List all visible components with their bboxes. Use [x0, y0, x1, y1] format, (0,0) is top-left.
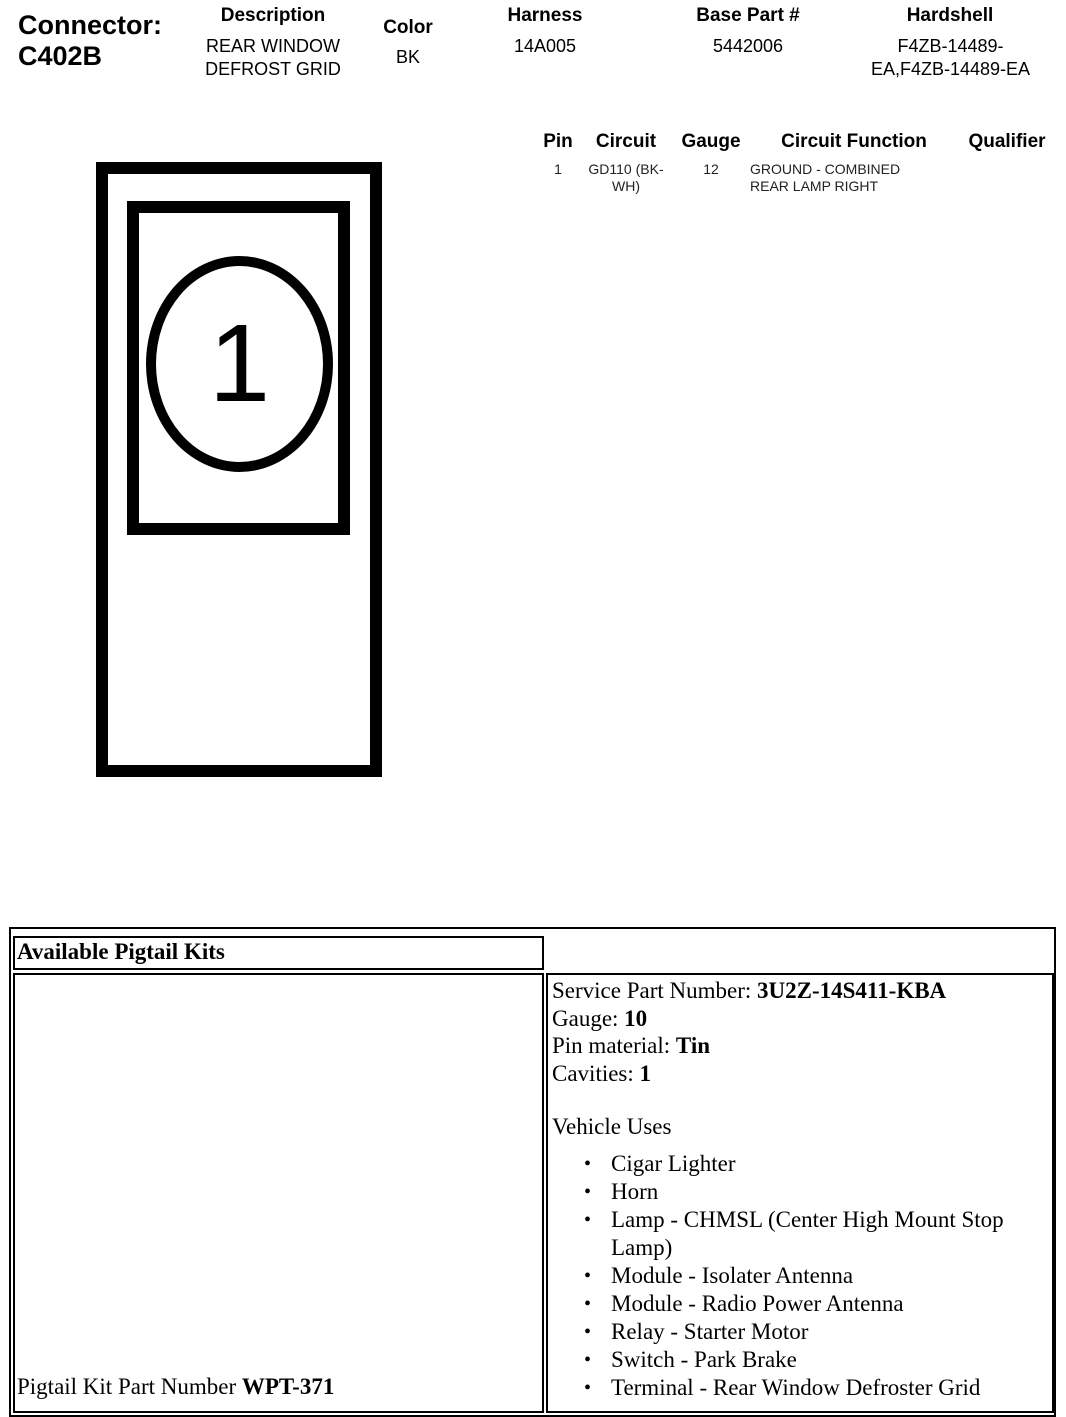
list-item: • Horn	[611, 1178, 1051, 1206]
service-part-number	[552, 977, 946, 1005]
qualifier-column-header: Qualifier	[968, 131, 1046, 152]
description-value	[178, 35, 368, 81]
connector-id: C402B	[18, 41, 103, 71]
vehicle-uses-list	[552, 1150, 1051, 1402]
gauge-value: 10	[624, 1006, 648, 1031]
pin-material-spec	[552, 1032, 710, 1060]
kit-number-value: WPT-371	[241, 1374, 335, 1399]
hardshell-header: Hardshell	[906, 5, 994, 26]
gauge-column-header: Gauge	[681, 131, 741, 152]
list-item: • Relay - Starter Motor	[611, 1318, 1051, 1346]
base-part-header: Base Part #	[696, 5, 800, 26]
list-item: • Terminal - Rear Window Defroster Grid	[611, 1374, 1051, 1402]
cavities-label: Cavities:	[552, 1061, 640, 1086]
description-line: DEFROST GRID	[205, 59, 341, 79]
list-item: • Cigar Lighter	[611, 1150, 1051, 1178]
pin-column-header: Pin	[543, 131, 573, 152]
base-part-value: 5442006	[712, 36, 784, 56]
cavities-spec	[552, 1060, 651, 1088]
list-item: • Module - Isolater Antenna	[611, 1262, 1051, 1290]
service-part-value: 3U2Z-14S411-KBA	[757, 978, 947, 1003]
function-line: GROUND - COMBINED	[750, 161, 901, 177]
circuit-line: WH)	[612, 178, 640, 194]
pin-number-label: 1	[208, 302, 271, 425]
pigtail-title: Available Pigtail Kits	[17, 939, 225, 964]
circuit-line: GD110 (BK-	[588, 161, 664, 177]
gauge-spec	[552, 1005, 647, 1033]
pin-material-label: Pin material:	[552, 1033, 676, 1058]
description-line: REAR WINDOW	[206, 36, 340, 56]
hardshell-line: EA,F4ZB-14489-EA	[870, 59, 1031, 79]
service-part-label: Service Part Number:	[552, 978, 758, 1003]
list-item: • Switch - Park Brake	[611, 1346, 1051, 1374]
connector-label: Connector:	[18, 10, 162, 40]
circuit-function-column-header: Circuit Function	[781, 131, 927, 152]
connector-title	[18, 10, 162, 72]
description-header: Description	[220, 5, 326, 26]
harness-header: Harness	[507, 5, 583, 26]
hardshell-value	[848, 35, 1053, 81]
color-header: Color	[383, 17, 433, 38]
list-item: • Lamp - CHMSL (Center High Mount Stop Lamp)	[611, 1206, 1051, 1262]
pin-material-value: Tin	[675, 1033, 711, 1058]
kit-number-label: Pigtail Kit Part Number	[17, 1374, 242, 1399]
gauge-cell: 12	[703, 161, 719, 177]
circuit-column-header: Circuit	[595, 131, 657, 152]
hardshell-line: F4ZB-14489-	[897, 36, 1004, 56]
harness-value: 14A005	[513, 36, 577, 56]
cavities-value: 1	[639, 1061, 652, 1086]
circuit-cell	[580, 161, 672, 195]
circuit-function-cell	[750, 161, 950, 195]
pigtail-kit-cell	[13, 973, 544, 1413]
vehicle-uses-title: Vehicle Uses	[552, 1114, 672, 1139]
gauge-label: Gauge:	[552, 1006, 625, 1031]
pin-cell: 1	[554, 161, 562, 177]
list-item: • Module - Radio Power Antenna	[611, 1290, 1051, 1318]
pigtail-kit-part-number	[17, 1374, 334, 1400]
color-value: BK	[395, 47, 420, 67]
function-line: REAR LAMP RIGHT	[750, 178, 879, 194]
